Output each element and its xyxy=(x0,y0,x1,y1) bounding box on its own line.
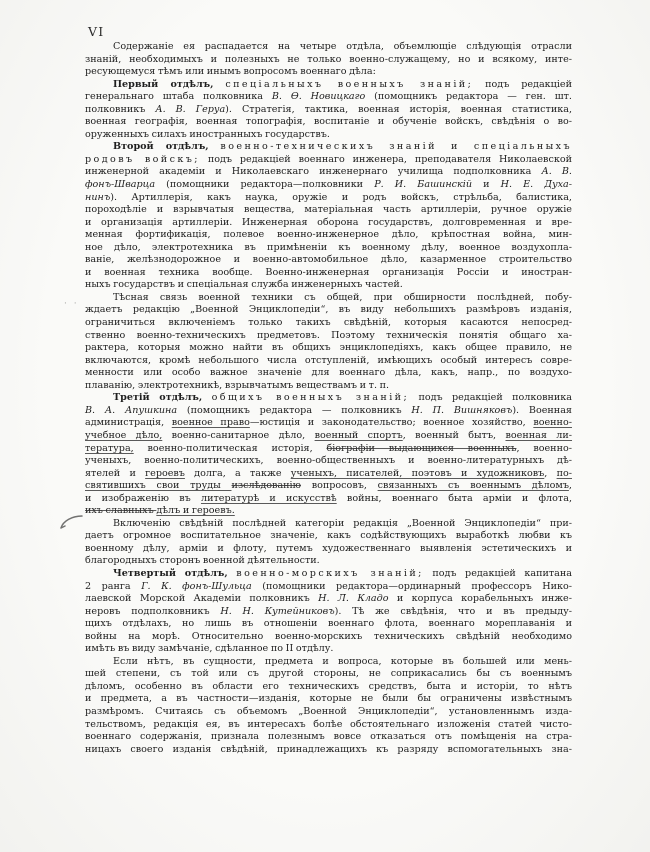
text-line xyxy=(85,706,572,719)
text-line xyxy=(85,355,572,368)
text-segment: инженерной академіи и Николаевскаго инженернаго училища подполковника xyxy=(85,166,542,178)
text-line xyxy=(85,405,572,418)
text-line xyxy=(85,744,572,757)
text-segment: спеціальныхъ военныхъ знаній; xyxy=(225,78,474,90)
text-line xyxy=(85,267,572,280)
text-line xyxy=(85,116,572,129)
text-segment: героевъ xyxy=(145,467,185,479)
text-segment: біографіи выдающихся военныхъ xyxy=(326,442,517,454)
text-segment: (помощникъ редактора — полковникъ xyxy=(177,404,412,416)
text-segment: Если нѣтъ, въ сущности, предмета и вопроса, которые въ большей или мень- xyxy=(113,655,572,667)
text-line xyxy=(85,154,572,167)
text-segment: подъ редакціей военнаго инженера, преподавателя Николаевской xyxy=(199,153,572,165)
text-line xyxy=(85,317,572,330)
text-segment: даетъ огромное воспитательное значеніе, какъ содѣйствующихъ выработкѣ любви къ xyxy=(85,530,572,542)
text-line xyxy=(85,166,572,179)
text-segment: ресующемуся тѣмъ или инымъ вопросомъ военнаго дѣла: xyxy=(85,66,376,78)
text-segment: военно-санитарное дѣло, xyxy=(162,429,315,441)
text-segment: ). Тѣ же свѣдѣнія, что и въ предыду- xyxy=(334,605,573,617)
text-segment: пороходѣліе и взрывчатыя вещества, матеріальная часть артиллеріи, ручное оружіе xyxy=(85,204,572,216)
pencil-tick-mark xyxy=(58,513,86,535)
text-segment: изслѣдованію xyxy=(231,480,301,492)
page-number: VI xyxy=(88,24,105,39)
text-line xyxy=(85,593,572,606)
text-segment: —юстиція и законодательство; военное хозяйство, xyxy=(249,417,534,429)
text-line xyxy=(85,229,572,242)
pencil-dots-mark: · · xyxy=(64,299,79,309)
text-line xyxy=(85,392,572,405)
text-line xyxy=(85,505,572,518)
text-segment: администрація, xyxy=(85,417,172,429)
text-segment: генеральнаго штаба полковника xyxy=(85,91,272,103)
text-segment: военный спортъ xyxy=(314,429,403,441)
text-line xyxy=(85,443,572,456)
text-segment: ). Артиллерія, какъ наука, оружіе и родъ войскъ, стрѣльба, балистика, xyxy=(110,191,572,203)
text-line xyxy=(85,279,572,292)
text-line xyxy=(85,330,572,343)
text-line xyxy=(85,719,572,732)
text-segment: размѣромъ. Считаясь съ объемомъ „Военной Энциклопедіи“, установленнымъ изда- xyxy=(85,705,572,717)
text-segment: и корпуса корабельныхъ инже- xyxy=(388,593,572,605)
text-segment: Г. К. фонъ-Шульца xyxy=(141,580,252,592)
text-segment: войны на морѣ. Относительно военно-морскихъ техническихъ свѣдѣній необходимо xyxy=(85,630,572,642)
text-segment: вопросовъ, xyxy=(300,480,378,492)
text-segment: фонъ-Шварца xyxy=(85,179,156,191)
text-block xyxy=(85,41,572,756)
text-segment: , военно- xyxy=(516,442,572,454)
text-segment: , военный бытъ, xyxy=(402,429,506,441)
text-segment: Н. Н. Кутейниковъ xyxy=(220,605,335,617)
text-segment: рактера, которыя можно найти въ общихъ энциклопедіяхъ, какъ общее правило, не xyxy=(85,342,572,354)
text-segment: Н. Е. Духа- xyxy=(500,179,573,191)
text-segment: ждаетъ редакцію „Военной Энциклопедіи“, въ виду небольшихъ размѣровъ изданія, xyxy=(85,304,572,316)
text-segment: Содержаніе ея распадается на четыре отдѣла, объемлющіе слѣдующія отрасли xyxy=(113,41,572,52)
text-segment: и предмета, а въ частности—изданія, которые не были бы ограничены извѣстнымъ xyxy=(85,693,572,705)
text-line xyxy=(85,104,572,117)
text-segment: менности или особо важное значеніе для военнаго дѣла, какъ, напр., по воздухо- xyxy=(85,367,572,379)
text-line xyxy=(85,91,572,104)
text-line xyxy=(85,217,572,230)
text-segment xyxy=(213,79,225,90)
text-line xyxy=(85,631,572,644)
text-segment xyxy=(202,392,211,403)
text-segment: ученыхъ, военно-политическихъ, военно-общественныхъ и военно-литературныхъ дѣ- xyxy=(85,455,572,467)
text-segment: общихъ военныхъ знаній; xyxy=(211,392,410,404)
text-segment: Третій отдѣлъ, xyxy=(113,392,203,404)
text-line xyxy=(85,417,572,430)
text-segment xyxy=(228,568,237,579)
text-segment: ственно военно-техническихъ предметовъ. Поэтому техническія понятія общаго ха- xyxy=(85,329,572,341)
text-segment: нинъ xyxy=(85,191,111,203)
text-segment: плаванію, электротехникѣ, взрывчатымъ веществамъ и т. п. xyxy=(85,379,390,391)
text-line xyxy=(85,54,572,67)
text-segment: ное дѣло, электротехника въ примѣненіи къ военному дѣлу, военное воздухопла- xyxy=(85,241,572,253)
text-segment: родовъ войскъ; xyxy=(85,153,200,165)
text-segment: Второй отдѣлъ, xyxy=(113,141,209,153)
text-segment: , xyxy=(568,480,572,492)
text-segment: по- xyxy=(556,467,572,479)
text-line xyxy=(85,342,572,355)
text-segment: знаній, необходимыхъ и полезныхъ не только военно-служащему, но и всякому, инте- xyxy=(85,53,572,65)
text-segment: ятелей и xyxy=(85,467,146,479)
text-line xyxy=(85,129,572,142)
text-segment: и изображенію въ xyxy=(85,492,201,504)
text-segment: Четвертый отдѣлъ, xyxy=(113,567,228,579)
text-segment: Р. И. Башинскій xyxy=(374,179,473,191)
text-segment: В. А. Апушкина xyxy=(85,404,178,416)
text-segment: военно-политическая исторія, xyxy=(133,442,327,454)
text-line xyxy=(85,192,572,205)
text-line xyxy=(85,731,572,744)
text-segment: Н. П. Вишняковъ xyxy=(411,404,513,416)
text-line xyxy=(85,681,572,694)
text-segment: (помощники редактора—ординарный профессоръ Нико- xyxy=(251,580,573,592)
text-line xyxy=(85,304,572,317)
text-segment: (помощники редактора—полковники xyxy=(155,179,375,191)
text-segment: Первый отдѣлъ, xyxy=(113,78,214,90)
text-segment: Включенію свѣдѣній послѣдней категоріи редакція „Военной Энциклопедіи“ при- xyxy=(113,517,572,529)
text-segment: ). Военная xyxy=(512,404,572,416)
text-segment: благородныхъ сторонъ военной дѣятельности. xyxy=(85,555,320,567)
text-segment: и военная техника вообще. Военно-инженерная организація Россіи и иностран- xyxy=(85,266,572,278)
text-segment: и организація артиллеріи. Инженерная оборона государствъ, долговременная и вре- xyxy=(85,216,572,228)
text-segment: военное право xyxy=(171,417,250,429)
text-segment: , xyxy=(544,467,557,479)
text-segment: войны, военнаго быта арміи и флота, xyxy=(336,492,572,504)
text-segment: оруженныхъ силахъ иностранныхъ государствъ. xyxy=(85,128,330,140)
text-segment: ученыхъ, писателей, поэтовъ и художниковъ xyxy=(290,467,545,479)
text-segment: военно-морскихъ знаній; xyxy=(236,567,424,579)
text-segment: связанныхъ съ военнымъ дѣломъ xyxy=(377,480,569,492)
text-segment: и xyxy=(472,179,501,191)
text-line xyxy=(85,493,572,506)
text-line xyxy=(85,530,572,543)
text-line xyxy=(85,292,572,305)
text-segment: святившихъ свои труды xyxy=(85,480,232,492)
text-segment: подъ редакціей xyxy=(473,78,572,90)
text-line xyxy=(85,254,572,267)
text-line xyxy=(85,41,572,54)
text-segment: военная ли- xyxy=(505,429,573,441)
text-line xyxy=(85,66,572,79)
text-line xyxy=(85,568,572,581)
text-line xyxy=(85,581,572,594)
text-segment: ницахъ своего изданія свѣдѣній, принадлежащихъ къ разряду вспомогательныхъ зна- xyxy=(85,743,572,755)
text-segment: тельствомъ, редакція ея, въ интересахъ болѣе обстоятельнаго изложенія статей чисто- xyxy=(85,718,572,730)
text-segment: учебное дѣло, xyxy=(85,429,163,441)
text-segment: долга, а также xyxy=(184,467,291,479)
text-segment: ныхъ государствъ и спеціальная служба инженерныхъ частей. xyxy=(85,279,403,291)
text-segment: (помощникъ редактора — ген. шт. xyxy=(365,91,572,103)
text-segment: А. В. Геруа xyxy=(155,103,226,115)
text-segment: Тѣсная связь военной техники съ общей, при обширности послѣдней, побу- xyxy=(113,291,572,303)
text-segment: военному дѣлу, арміи и флоту, путемъ художественнаго выявленія эстетическихъ и xyxy=(85,542,572,554)
text-line xyxy=(85,79,572,92)
text-segment: подъ редакціей полковника xyxy=(409,392,573,404)
text-segment: военно- xyxy=(533,417,572,429)
text-line xyxy=(85,430,572,443)
text-line xyxy=(85,468,572,481)
text-segment: дѣломъ, особенно въ области его техническихъ средствъ, быта и исторіи, то нѣтъ xyxy=(85,680,572,692)
text-line xyxy=(85,141,572,154)
text-line xyxy=(85,179,572,192)
text-segment: включаются, кромѣ небольшого числа отступленій, имѣющихъ особый интересъ совре- xyxy=(85,354,572,366)
text-line xyxy=(85,643,572,656)
text-line xyxy=(85,656,572,669)
text-segment: В. Ѳ. Новицкаго xyxy=(271,91,366,103)
text-line xyxy=(85,455,572,468)
text-segment: лаевской Морской Академіи полковникъ xyxy=(85,593,319,605)
text-segment: 2 ранга xyxy=(85,580,142,592)
text-line xyxy=(85,204,572,217)
text-line xyxy=(85,242,572,255)
text-segment: имѣть въ виду замѣчаніе, сдѣланное по II отдѣлу. xyxy=(85,643,334,655)
text-line xyxy=(85,606,572,619)
text-line xyxy=(85,380,572,393)
text-segment: военная географія, военная топографія, воспитаніе и обученіе войскъ, свѣдѣнія о во- xyxy=(85,116,572,128)
text-line xyxy=(85,668,572,681)
text-segment: Н. Л. Кладо xyxy=(318,593,389,605)
text-segment: ограничиться включеніемъ только такихъ свѣдѣній, которыя касаются непосред- xyxy=(85,317,572,329)
text-segment: литературѣ и искусствѣ xyxy=(200,492,337,504)
text-segment: менная фортификація, полевое военно-инженерное дѣло, крѣпостная война, мин- xyxy=(85,229,572,241)
text-segment: неровъ подполковникъ xyxy=(85,605,221,617)
text-line xyxy=(85,518,572,531)
text-line xyxy=(85,480,572,493)
text-segment: ихъ славныхъ xyxy=(85,505,157,517)
text-line xyxy=(85,543,572,556)
text-segment xyxy=(209,141,221,152)
text-segment: подъ редакціей капитана xyxy=(423,567,572,579)
text-segment: тература, xyxy=(85,442,134,454)
text-line xyxy=(85,693,572,706)
text-segment: военно-техническихъ знаній и спеціальныхъ xyxy=(220,141,572,153)
text-segment: ваніе, желѣзнодорожное и военно-автомобильное дѣло, казарменное строительство xyxy=(85,254,572,266)
text-line xyxy=(85,618,572,631)
text-segment: ). Стратегія, тактика, военная исторія, военная статистика, xyxy=(225,103,572,115)
text-segment: полковникъ xyxy=(85,103,156,115)
text-line xyxy=(85,367,572,380)
text-line xyxy=(85,555,572,568)
text-segment: шей степени, съ той или съ другой стороны, не соприкасались бы съ военнымъ xyxy=(85,668,572,680)
text-segment: А. В. xyxy=(541,166,572,178)
text-segment: щихъ отдѣлахъ, но лишь въ отношеніи военнаго флота, военнаго мореплаванія и xyxy=(85,618,572,630)
text-segment: дѣлъ и героевъ. xyxy=(156,505,235,517)
text-segment: военнаго содержанія, признала полезнымъ вовсе отказаться отъ помѣщенія на стра- xyxy=(85,731,572,743)
